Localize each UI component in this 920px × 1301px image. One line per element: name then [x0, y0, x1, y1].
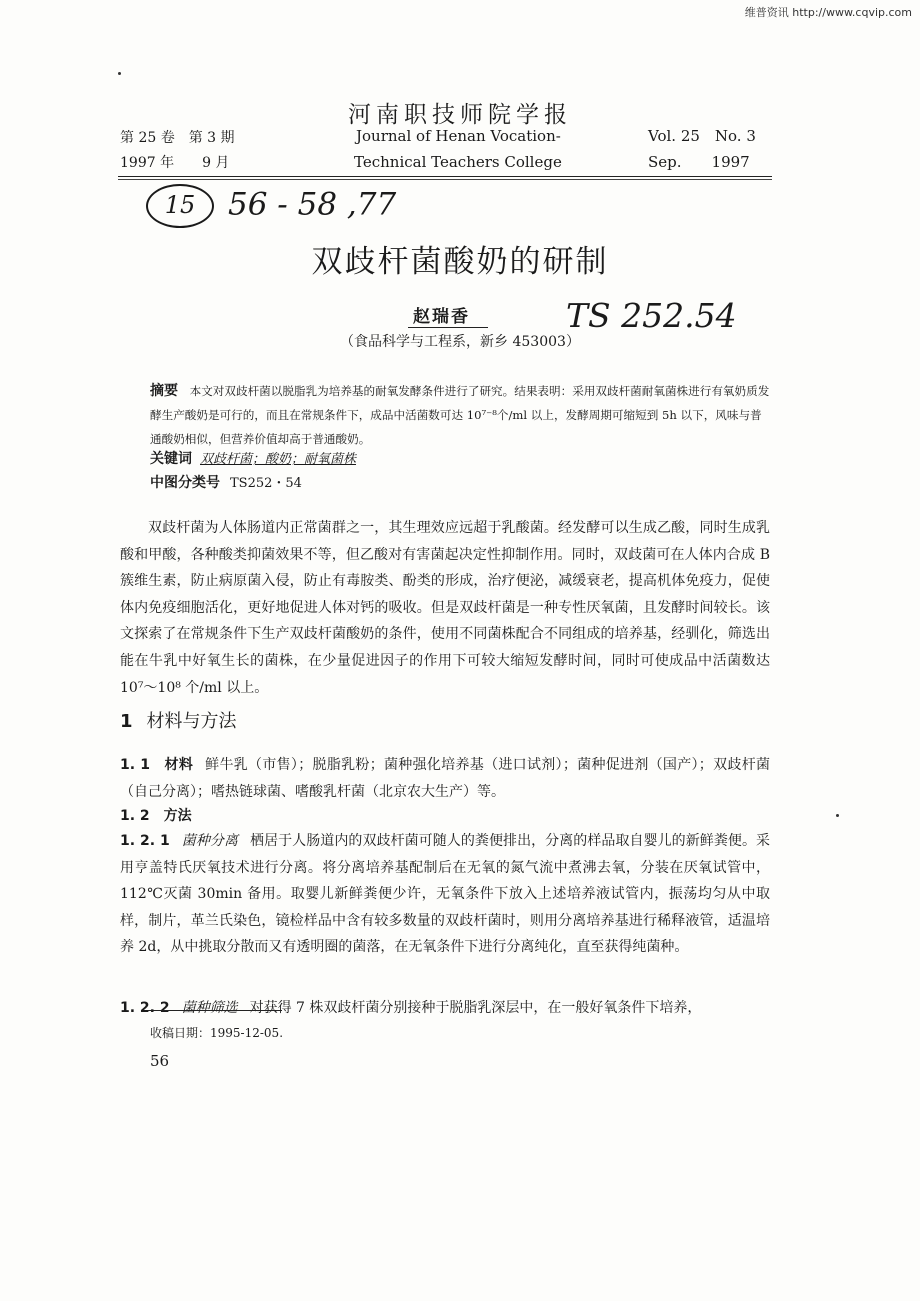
- subsection-methods-heading: 1. 2 方法: [120, 808, 192, 824]
- subsubsection-screening: [120, 995, 770, 1022]
- subsection-lead: 1. 1 材料: [120, 757, 194, 773]
- date-cn: 1997 年 9 月: [120, 155, 230, 171]
- header-rule-thin: [118, 179, 772, 180]
- affiliation: （食品科学与工程系，新乡 453003）: [340, 334, 580, 350]
- author-name: 赵瑞香: [413, 307, 470, 327]
- journal-name-cn: 河南职技师院学报: [348, 102, 572, 128]
- keywords-label: 关键词: [150, 451, 192, 467]
- classification-label: 中图分类号: [150, 475, 220, 491]
- article-title: 双歧杆菌酸奶的研制: [311, 244, 609, 280]
- handwritten-page-annotation: [146, 184, 396, 228]
- handwritten-pages: 56 - 58 ,77: [228, 186, 397, 223]
- footnote: 收稿日期：1995-12-05.: [150, 1026, 284, 1040]
- journal-name-en-line1: Journal of Henan Vocation-: [356, 127, 561, 145]
- journal-name-en-line2: Technical Teachers College: [354, 153, 562, 171]
- section-number: 1: [120, 711, 133, 732]
- volume-en: Vol. 25 No. 3: [648, 127, 756, 145]
- keywords: [150, 448, 356, 468]
- subsubsection-number: 1. 2. 1: [120, 833, 170, 849]
- header-rule: [118, 176, 772, 177]
- classification: [150, 472, 302, 492]
- speck: [836, 814, 839, 817]
- classification-value: TS252・54: [230, 476, 302, 491]
- abstract: [150, 379, 770, 451]
- subsubsection-text: 栖居于人肠道内的双歧杆菌可随人的粪便排出，分离的样品取自婴儿的新鲜粪便。采用亨盖特氏厌氧技术进行分离。将分离培养基配制后在无氧的氮气流中煮沸去氧，分装在厌氧试管中，112℃灭菌 30min 备用。取婴儿新鲜粪便少许，无氧条件下放入上述培养液试管内，振荡均匀从中取样，制片，革兰氏染色，镜检样品中含有较多数量的双歧杆菌时，则用分离培养基进行稀释液管，适温培养 2d，从中挑取分散而又有透明圈的菌落，在无氧条件下进行分离纯化，直至获得纯菌种。: [120, 833, 771, 956]
- volume-cn: 第 25 卷 第 3 期: [120, 130, 235, 146]
- subsubsection-number: 1. 2. 2: [120, 1000, 170, 1016]
- footnote-rule: [148, 1010, 282, 1011]
- abstract-label: 摘要: [150, 383, 178, 399]
- subsubsection-lead: 菌种筛选: [181, 1000, 238, 1016]
- author-underline: [408, 327, 488, 328]
- abstract-text: 本文对双歧杆菌以脱脂乳为培养基的耐氧发酵条件进行了研究。结果表明：采用双歧杆菌耐氧菌株进行有氧奶质发酵生产酸奶是可行的，而且在常规条件下，成品中活菌数可达 10⁷⁻⁸个/ml 以上，发酵周期可缩短到 5h 以下，风味与普通酸奶相似，但营养价值却高于普通酸奶。: [150, 384, 770, 446]
- date-en: Sep. 1997: [648, 153, 750, 171]
- subsection-text: 鲜牛乳（市售）；脱脂乳粉；菌种强化培养基（进口试剂）；菌种促进剂（国产）；双歧杆菌（自己分离）；嗜热链球菌、嗜酸乳杆菌（北京农大生产）等。: [120, 757, 770, 800]
- speck: [118, 72, 121, 75]
- keywords-text: 双歧杆菌；酸奶；耐氧菌株: [200, 452, 357, 467]
- section-title: 材料与方法: [146, 711, 237, 732]
- handwritten-class-code: TS 252.54: [566, 296, 737, 335]
- circled-number: 15: [146, 184, 214, 228]
- subsubsection-lead: 菌种分离: [181, 833, 239, 849]
- page-number: 56: [150, 1052, 170, 1070]
- subsubsection-isolation: [120, 828, 770, 961]
- subsubsection-text: 对获得 7 株双歧杆菌分别接种于脱脂乳深层中，在一般好氧条件下培养，: [249, 1000, 702, 1016]
- subsection-materials: [120, 752, 770, 805]
- watermark: 维普资讯 http://www.cqvip.com: [744, 6, 912, 19]
- intro-paragraph: 双歧杆菌为人体肠道内正常菌群之一，其生理效应远超于乳酸菌。经发酵可以生成乙酸，同时生成乳酸和甲酸，各种酸类抑菌效果不等，但乙酸对有害菌起决定性抑制作用。同时，双歧菌可在人体内合成 B 簇维生素，防止病原菌入侵，防止有毒胺类、酚类的形成，治疗便泌，减缓衰老，提高机体免疫力，促使体内免疫细胞活化，更好地促进人体对钙的吸收。但是双歧杆菌是一种专性厌氧菌，且发酵时间较长。该文探索了在常规条件下生产双歧杆菌酸奶的条件，使用不同菌株配合不同组成的培养基，经驯化，筛选出能在牛乳中好氧生长的菌株，在少量促进因子的作用下可较大缩短发酵时间，同时可使成品中活菌数达 10⁷～10⁸ 个/ml 以上。: [120, 520, 770, 696]
- section-heading: [120, 707, 237, 733]
